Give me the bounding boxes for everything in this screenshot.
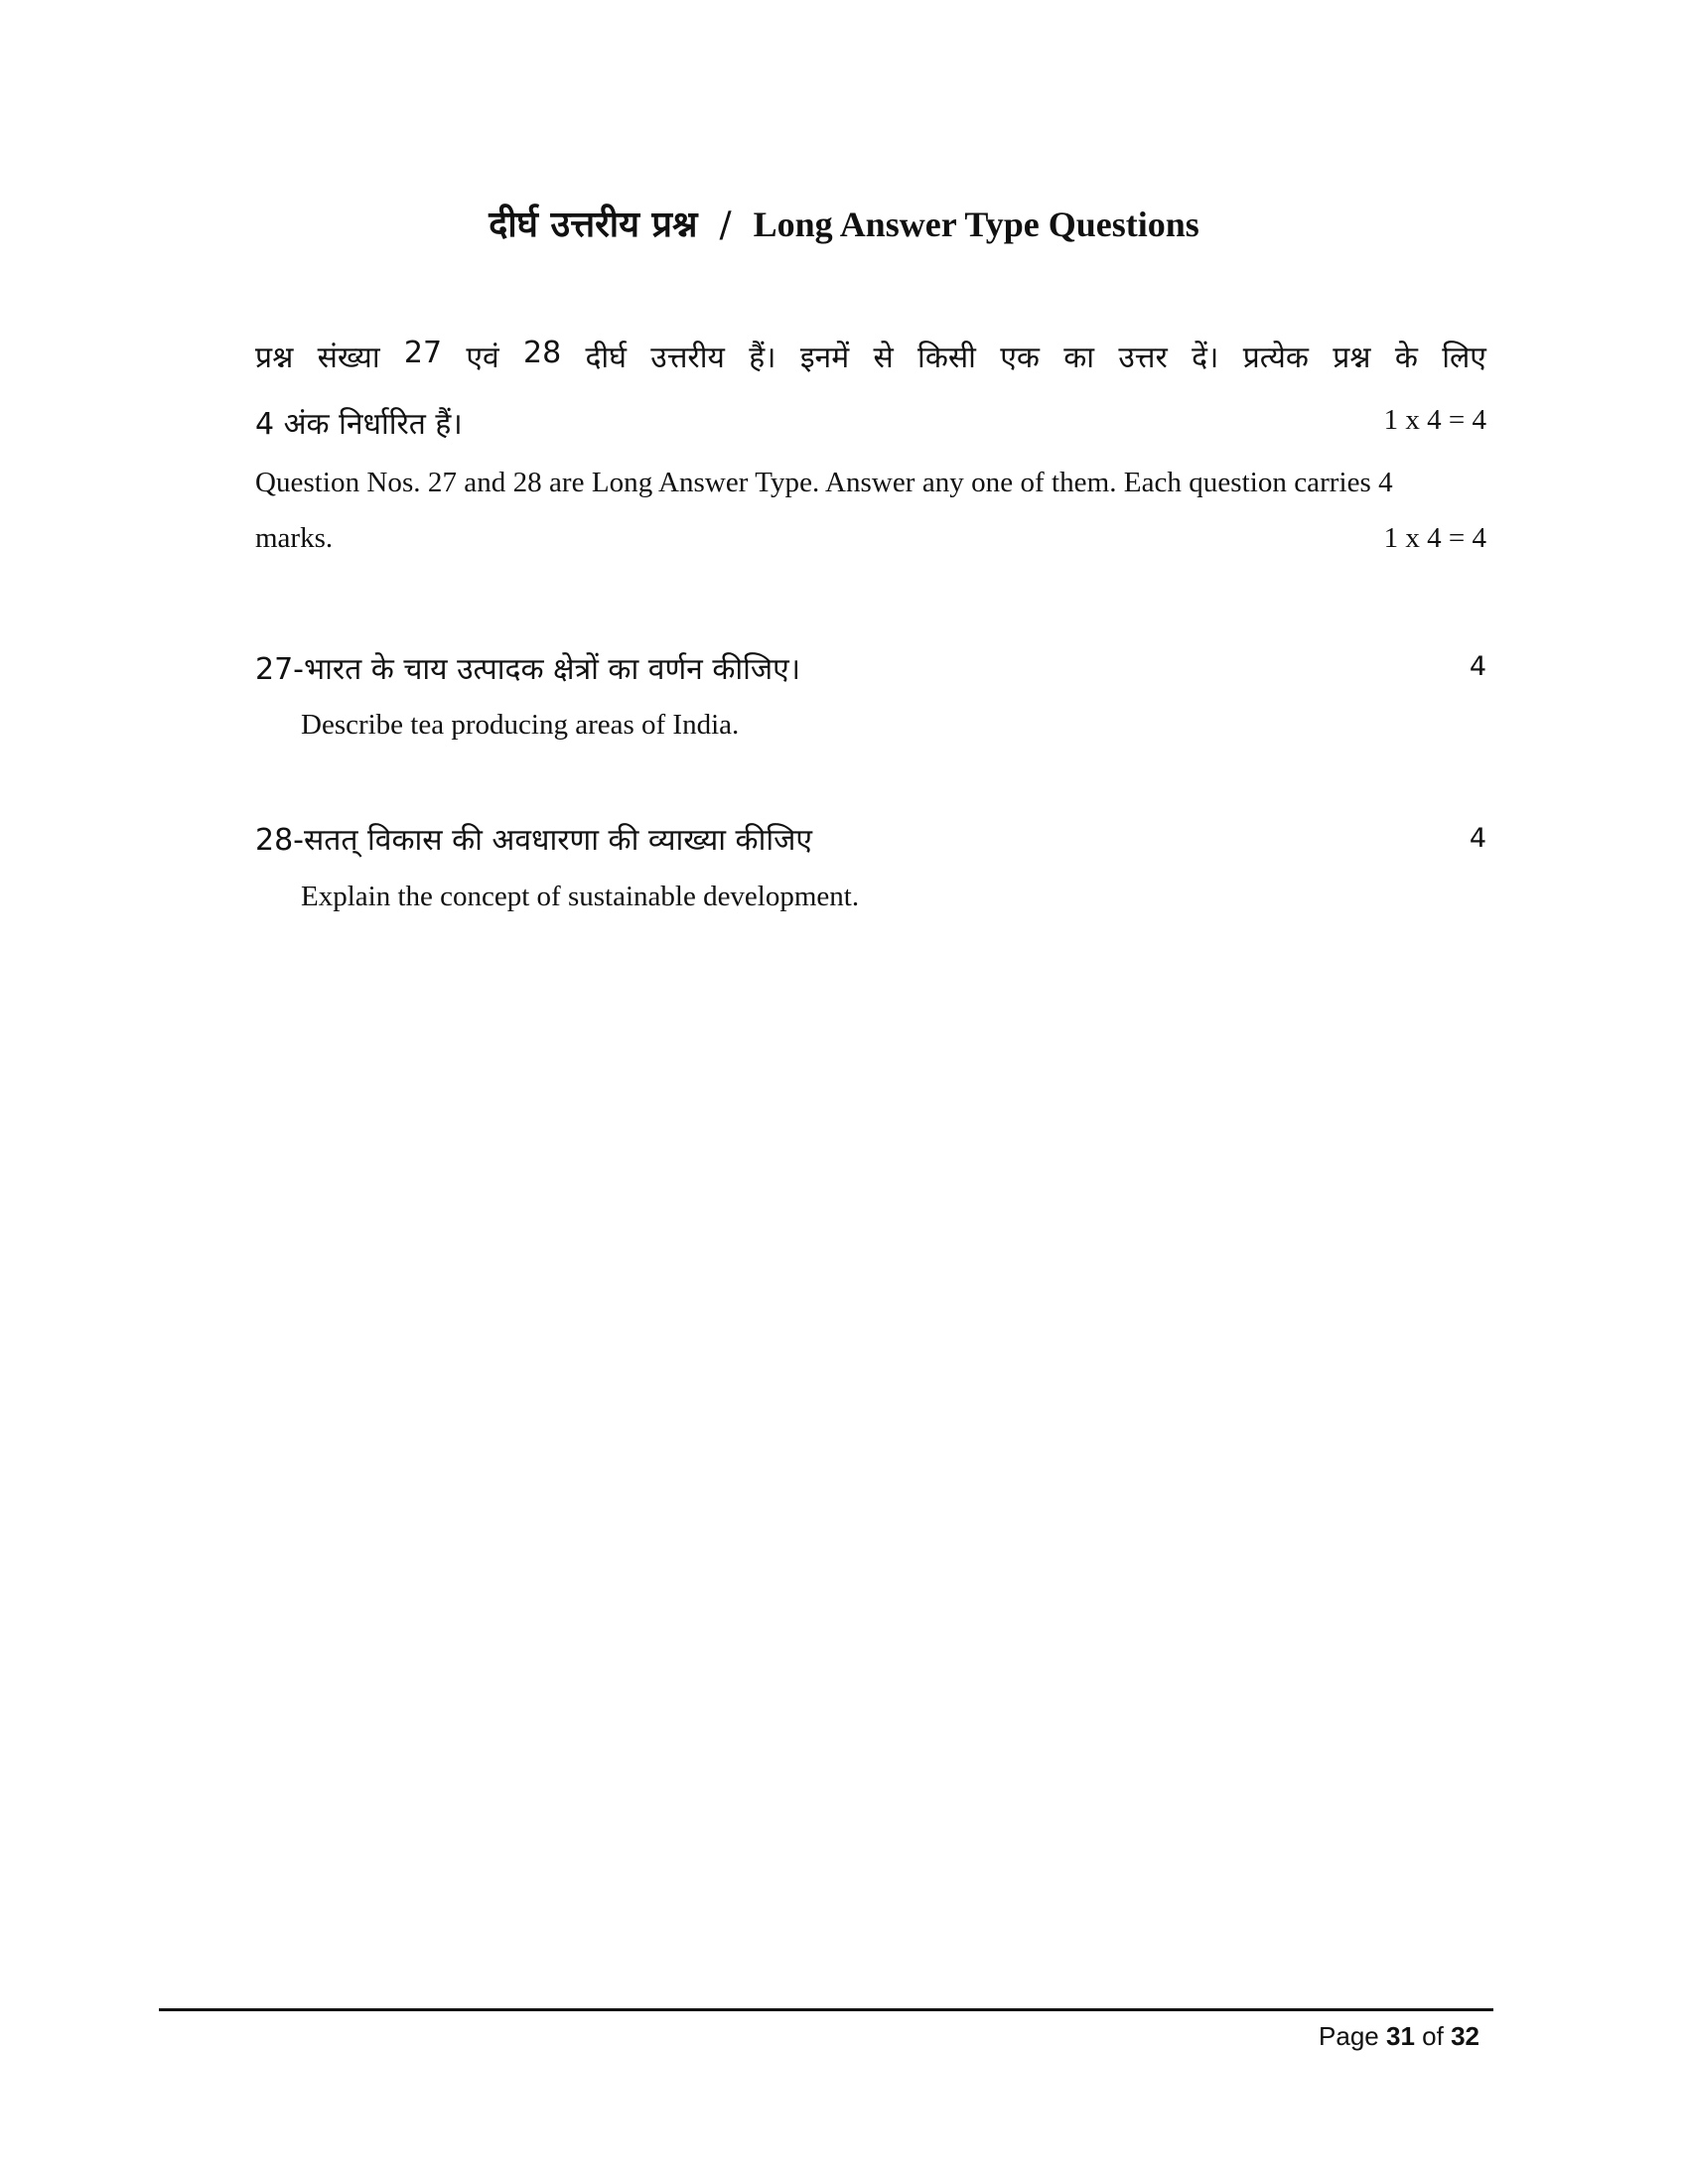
of-label: of: [1422, 2021, 1444, 2051]
current-page-number: 31: [1386, 2021, 1415, 2051]
instruction-word: लिए: [1442, 341, 1486, 375]
total-page-count: 32: [1451, 2021, 1479, 2051]
instruction-hindi-line-1: [255, 336, 1486, 376]
instruction-word: उत्तरीय: [650, 341, 725, 375]
section-heading-separator: /: [719, 205, 732, 245]
question-27-english: Describe tea producing areas of India.: [301, 709, 740, 741]
footer-divider: [159, 2008, 1493, 2011]
section-heading-english: Long Answer Type Questions: [753, 205, 1199, 244]
instruction-word: 27: [403, 336, 443, 370]
question-27-marks: 4: [1469, 651, 1486, 682]
instruction-word: प्रश्न: [1333, 341, 1371, 375]
instruction-english-line-2: marks.: [255, 522, 334, 554]
instruction-word: हैं।: [749, 341, 776, 375]
instruction-hindi-marks: 1 x 4 = 4: [1383, 404, 1486, 436]
instruction-word: प्रश्न: [255, 341, 294, 375]
instruction-word: दीर्घ: [585, 341, 627, 375]
instruction-word: प्रत्येक: [1242, 341, 1309, 375]
instruction-word: किसी: [917, 341, 976, 375]
instruction-english-marks: 1 x 4 = 4: [1383, 522, 1486, 554]
instruction-word: इनमें: [799, 341, 850, 375]
instruction-word: 28: [523, 336, 562, 370]
instruction-word: दें।: [1192, 341, 1219, 375]
instruction-word: का: [1063, 341, 1094, 375]
instruction-hindi-line-2: 4 अंक निर्धारित हैं।: [255, 407, 463, 442]
question-28-marks: 4: [1469, 823, 1486, 854]
instruction-word: के: [1394, 341, 1418, 375]
instruction-word: उत्तर: [1118, 341, 1168, 375]
section-heading-hindi: दीर्घ उत्तरीय प्रश्न: [489, 205, 698, 245]
instruction-word: से: [873, 341, 894, 375]
question-28-english: Explain the concept of sustainable development.: [301, 881, 860, 912]
question-27-hindi: 27-भारत के चाय उत्पादक क्षेत्रों का वर्णन कीजिए।: [255, 652, 801, 687]
instruction-word: एक: [1000, 341, 1040, 375]
instruction-word: एवं: [466, 341, 499, 375]
page-number: [1319, 2021, 1479, 2052]
section-heading: [0, 199, 1688, 247]
instruction-english-line-1: Question Nos. 27 and 28 are Long Answer Type. Answer any one of them. Each question carries 4: [255, 467, 1393, 498]
page-label: Page: [1319, 2021, 1379, 2051]
question-28-hindi: 28-सतत् विकास की अवधारणा की व्याख्या कीजिए: [255, 823, 812, 858]
instruction-word: संख्या: [317, 341, 380, 375]
